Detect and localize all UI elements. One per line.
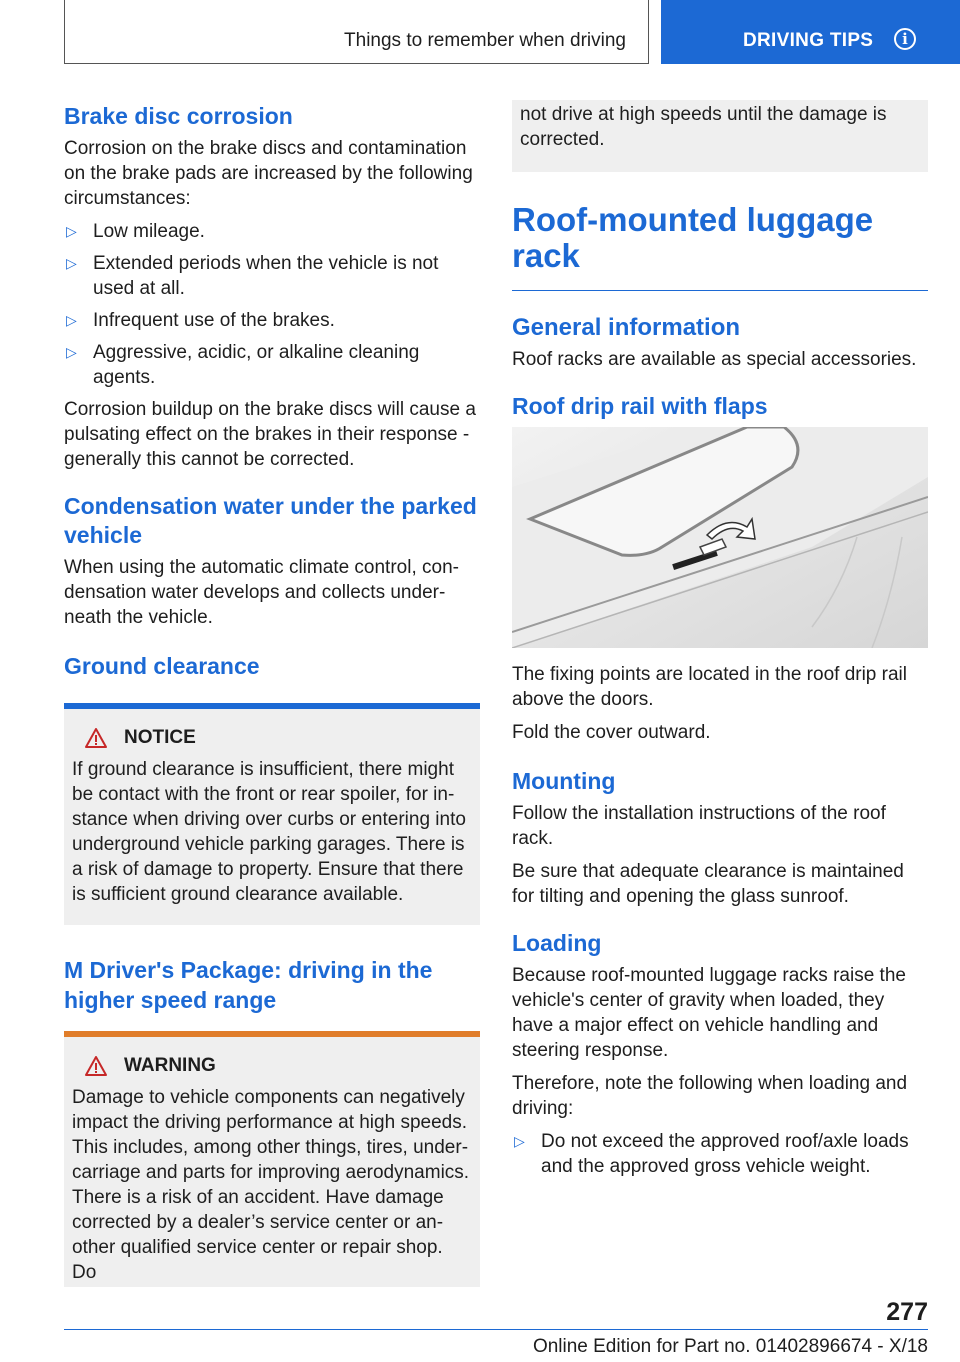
bullet-triangle-icon: ▷: [66, 312, 77, 328]
left-column: [64, 102, 480, 1317]
loading-text-2: Therefore, note the following when loading and driving:: [512, 1073, 908, 1119]
bullet-triangle-icon: ▷: [66, 344, 77, 360]
warning-bar: [64, 1031, 480, 1037]
loading-text-1: Because roof-mounted luggage racks raise the vehicle's center of gravity when loaded, they have a major effect on vehicle handling and steering response.: [512, 965, 906, 1061]
page-number: 277: [886, 1298, 928, 1326]
info-icon[interactable]: i: [894, 28, 916, 50]
warning-title: WARNING: [124, 1055, 216, 1076]
brake-disc-heading: Brake disc corrosion: [64, 103, 293, 129]
roof-drip-rail-photo: [512, 427, 928, 648]
warning-triangle-icon: [84, 727, 108, 749]
right-column: [512, 102, 928, 1186]
bullet-triangle-icon: ▷: [66, 255, 77, 271]
drip-fold-text: Fold the cover outward.: [512, 722, 711, 743]
drip-caption: The fixing points are located in the roof drip rail above the doors.: [512, 664, 907, 710]
section-title: Things to remember when driving: [344, 30, 626, 51]
mdriver-heading: M Driver's Package: driving in the higher speed range: [64, 957, 433, 1013]
condensation-text: When using the automatic climate control, condensation water develops and collects underneath the vehicle.: [64, 557, 459, 628]
general-info-text: Roof racks are available as special accessories.: [512, 349, 917, 370]
ground-clearance-heading: Ground clearance: [64, 653, 260, 679]
edition-footer: Online Edition for Part no. 01402896674 - X/18: [532, 1336, 928, 1357]
warning-continued-box: [512, 100, 928, 172]
warning-triangle-icon: [84, 1055, 108, 1077]
condensation-heading: Condensation water under the parked vehicle: [64, 493, 477, 548]
general-info-heading: General information: [512, 314, 741, 341]
warning-box: [64, 1031, 480, 1287]
notice-box: [64, 703, 480, 925]
warning-text: Damage to vehicle components can negatively impact the driving performance at high speeds. This includes, among other things, tires, undercarriage and parts for improving aerodynamics. There is a risk of an accident. Have damage corrected by a dealer’s service center or another qualified service center or repair shop. Do: [72, 1087, 470, 1283]
drip-rail-heading: Roof drip rail with flaps: [512, 393, 768, 419]
warning-continued-text: not drive at high speeds until the damage is corrected.: [520, 104, 887, 150]
loading-heading: Loading: [512, 930, 602, 956]
warning-title-row: [72, 1055, 472, 1077]
notice-title-row: [72, 727, 472, 749]
loading-bullet-list: [512, 1129, 928, 1179]
bullet-triangle-icon: ▷: [514, 1133, 525, 1149]
list-item: ▷ Infrequent use of the brakes.: [66, 310, 335, 331]
list-item: ▷ Extended periods when the vehicle is not used at all.: [66, 253, 439, 299]
chapter-tab-label: DRIVING TIPS: [743, 30, 874, 51]
footer-rule: [64, 1329, 928, 1330]
list-item: ▷ Aggressive, acidic, or alkaline cleaning agents.: [66, 342, 420, 388]
list-item: ▷ Do not exceed the approved roof/axle loads and the approved gross vehicle weight.: [514, 1131, 909, 1177]
brake-bullet-list: [64, 219, 480, 390]
mounting-text-2: Be sure that adequate clearance is maintained for tilting and opening the glass sunroof.: [512, 861, 904, 907]
mounting-heading: Mounting: [512, 768, 616, 794]
bullet-triangle-icon: ▷: [66, 223, 77, 239]
roof-rack-heading: Roof-mounted luggage rack: [512, 201, 874, 274]
chapter-tab[interactable]: [661, 0, 960, 64]
mounting-text-1: Follow the installation instructions of the roof rack.: [512, 803, 886, 849]
brake-outro: Corrosion buildup on the brake discs will cause a pulsating effect on the brakes in their response - generally this cannot be corrected.: [64, 399, 476, 470]
notice-title: NOTICE: [124, 727, 196, 748]
running-header: [64, 0, 649, 64]
list-item: ▷ Low mileage.: [66, 221, 205, 242]
heading-rule: [512, 290, 928, 291]
brake-intro: Corrosion on the brake discs and contamination on the brake pads are increased by the following circumstances:: [64, 138, 473, 209]
notice-text: If ground clearance is insufficient, there might be contact with the front or rear spoiler, for instance when driving over curbs or entering into underground vehicle parking garages. There is a risk of damage to property. Ensure that there is sufficient ground clearance available.: [72, 759, 466, 905]
notice-bar: [64, 703, 480, 709]
